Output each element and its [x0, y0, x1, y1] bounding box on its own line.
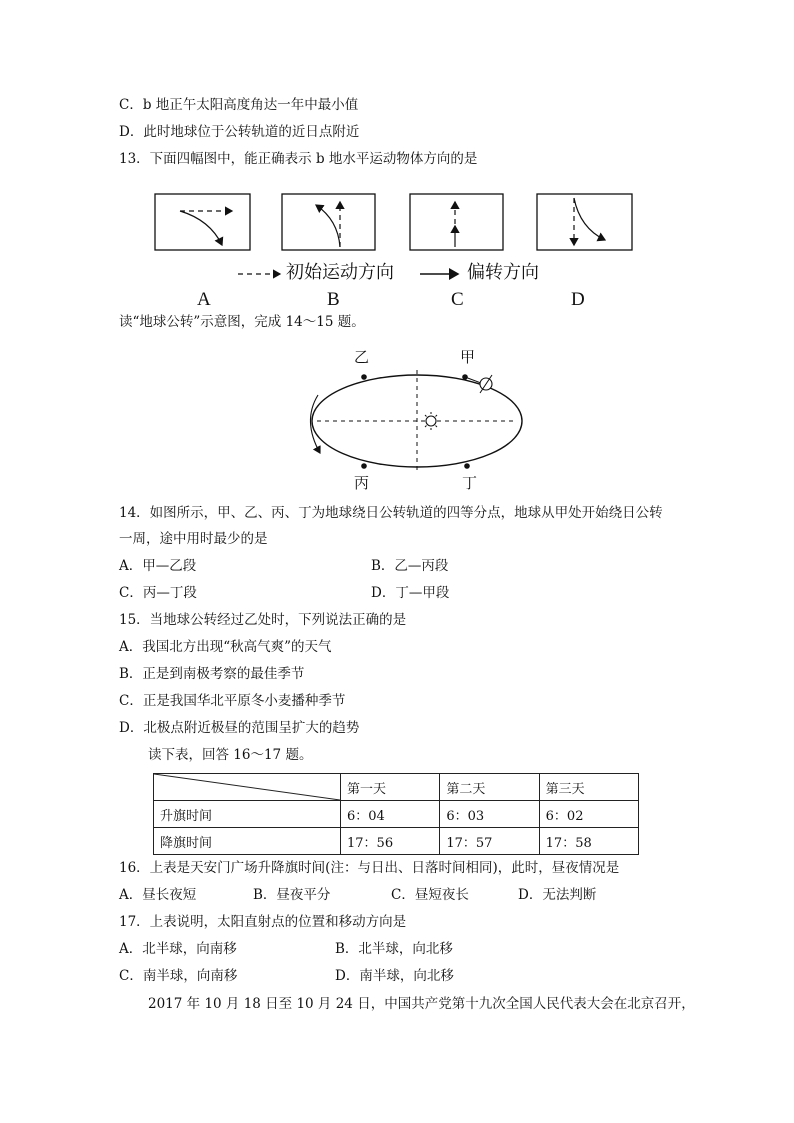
q15-option-d: D．北极点附近极昼的范围呈扩大的趋势 [119, 720, 360, 736]
q17-stem: 17．上表说明，太阳直射点的位置和移动方向是 [119, 914, 407, 930]
table-cell: 17：57 [440, 828, 539, 855]
table-header: 第一天 [341, 774, 440, 801]
q16-option-c: C．昼短夜长 [391, 887, 469, 903]
earth-icon [480, 375, 492, 393]
table-header: 第三天 [539, 774, 638, 801]
label-yi: 乙 [354, 348, 370, 366]
q14-option-b: B．乙—丙段 [371, 558, 449, 574]
q15-option-b: B．正是到南极考察的最佳季节 [119, 666, 305, 682]
q15-option-a: A．我国北方出现“秋高气爽”的天气 [119, 639, 332, 655]
q17-option-d: D．南半球，向北移 [335, 968, 454, 984]
table-header-row [154, 774, 639, 801]
flag-time-table [153, 773, 639, 855]
point-bing [361, 463, 367, 469]
intro-14-15: 读“地球公转”示意图，完成 14～15 题。 [119, 314, 365, 330]
q12-option-d: D．此时地球位于公转轨道的近日点附近 [119, 124, 360, 140]
q16-stem: 16．上表是天安门广场升降旗时间(注：与日出、日落时间相同)，此时，昼夜情况是 [119, 860, 620, 876]
table-cell: 6：03 [440, 801, 539, 828]
q14-option-a: A．甲—乙段 [119, 558, 197, 574]
label-d: D [571, 289, 585, 310]
table-corner-cell [154, 774, 341, 801]
table-cell: 降旗时间 [154, 828, 341, 855]
label-bing: 丙 [354, 474, 370, 492]
legend-deflect-label: 偏转方向 [467, 262, 539, 283]
q14-option-c: C．丙—丁段 [119, 585, 197, 601]
corner-diagonal [154, 774, 340, 800]
q15-option-c: C．正是我国华北平原冬小麦播种季节 [119, 693, 346, 709]
q16-option-b: B．昼夜平分 [253, 887, 331, 903]
label-jia: 甲 [460, 348, 476, 366]
intro-16-17: 读下表，回答 16～17 题。 [148, 747, 313, 763]
q16-option-d: D．无法判断 [518, 887, 597, 903]
table-header: 第二天 [440, 774, 539, 801]
q12-option-c: C．b 地正午太阳高度角达一年中最小值 [119, 97, 359, 113]
q17-option-b: B．北半球，向北移 [335, 941, 453, 957]
point-yi [361, 374, 367, 380]
q13-diagrams [150, 190, 640, 315]
table-row [154, 801, 639, 828]
orbit-diagram [300, 345, 540, 495]
point-ding [464, 463, 470, 469]
table-row [154, 828, 639, 855]
legend-initial-label: 初始运动方向 [286, 262, 394, 283]
table-cell: 17：56 [341, 828, 440, 855]
last-paragraph: 2017 年 10 月 18 日至 10 月 24 日，中国共产党第十九次全国人民代表大会在北京召开， [148, 996, 695, 1012]
q15-stem: 15．当地球公转经过乙处时，下列说法正确的是 [119, 612, 407, 628]
table-cell: 升旗时间 [154, 801, 341, 828]
q17-option-a: A．北半球，向南移 [119, 941, 237, 957]
label-ding: 丁 [462, 474, 478, 492]
label-a: A [197, 289, 211, 310]
diagram-a [155, 194, 250, 250]
q14-stem-2: 一周，途中用时最少的是 [119, 531, 268, 547]
diagram-b [282, 194, 375, 250]
label-c: C [451, 289, 464, 310]
q14-stem-1: 14．如图所示，甲、乙、丙、丁为地球绕日公转轨道的四等分点，地球从甲处开始绕日公转 [119, 505, 663, 521]
table-cell: 17：58 [539, 828, 638, 855]
q14-option-d: D．丁—甲段 [371, 585, 450, 601]
diagram-d [537, 194, 632, 250]
table-cell: 6：02 [539, 801, 638, 828]
q17-option-c: C．南半球，向南移 [119, 968, 238, 984]
table-cell: 6：04 [341, 801, 440, 828]
label-b: B [327, 289, 340, 310]
q13-stem: 13．下面四幅图中，能正确表示 b 地水平运动物体方向的是 [119, 151, 478, 167]
q16-option-a: A．昼长夜短 [119, 887, 197, 903]
diagram-c [410, 194, 503, 250]
